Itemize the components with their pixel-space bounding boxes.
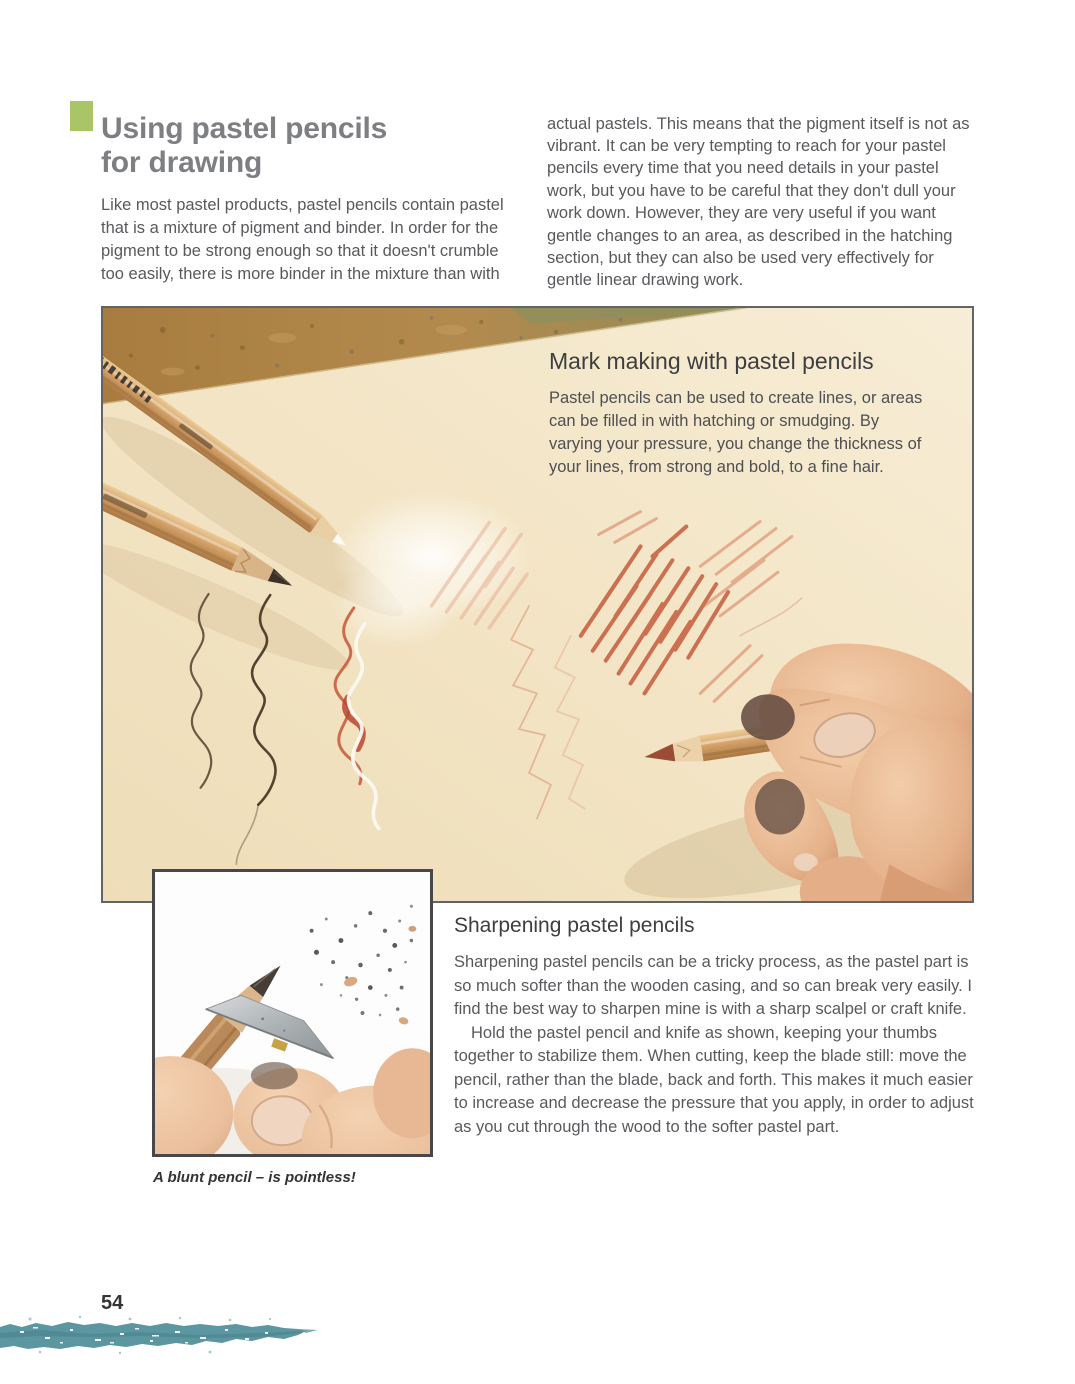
inset-photo-art <box>155 872 430 1154</box>
mark-making-body: Pastel pencils can be used to create lines, or areas can be filled in with hatching or smudging. By varying your pressure, you change the thickness of your lines, from strong and bold, to a fine hair. <box>549 389 923 476</box>
sharpening-para2: Hold the pastel pencil and knife as shown, keeping your thumbs together to stabilize them. When cutting, keep the blade still: move the pencil, rather than the blade, back and forth. This makes it much easier to increase and decrease the pressure that you apply, in order to adjust as you cut through the wood to the softer pastel part. <box>454 1023 974 1136</box>
inset-photo <box>152 869 433 1157</box>
main-photo <box>101 306 974 903</box>
footer-brush-stroke <box>0 1313 320 1357</box>
page-title-line2: for drawing <box>101 146 263 180</box>
page-title <box>101 112 581 180</box>
photo-overlay-text <box>549 348 949 479</box>
inset-caption: A blunt pencil – is pointless! <box>153 1169 356 1186</box>
title-accent-square <box>70 101 93 131</box>
pastel-dust-2 <box>333 564 460 647</box>
mark-making-heading: Mark making with pastel pencils <box>549 348 874 374</box>
sharpening-heading: Sharpening pastel pencils <box>454 914 695 937</box>
intro-paragraph-right: actual pastels. This means that the pigment itself is not as vibrant. It can be very tempting to reach for your pastel pencils every time that you need details in your pastel work, but you have to be careful that they don't dull your work down. However, they are very useful if you want gentle changes to an area, as described in the hatching section, but they can also be used very effectively for gentle linear drawing work. <box>547 114 970 290</box>
sharpening-section <box>454 914 982 1139</box>
sharpening-para1: Sharpening pastel pencils can be a tricky process, as the pastel part is so much softer than the wooden casing, and so can break very easily. I find the best way to sharpen mine is with a sharp scalpel or craft knife. <box>454 953 972 1018</box>
page-title-line1: Using pastel pencils <box>101 112 388 146</box>
page-number: 54 <box>101 1292 124 1314</box>
intro-paragraph-left: Like most pastel products, pastel pencils contain pastel that is a mixture of pigment and binder. In order for the pigment to be strong enough so that it doesn't crumble too easily, there is more binder in the mixture than with <box>101 195 504 283</box>
